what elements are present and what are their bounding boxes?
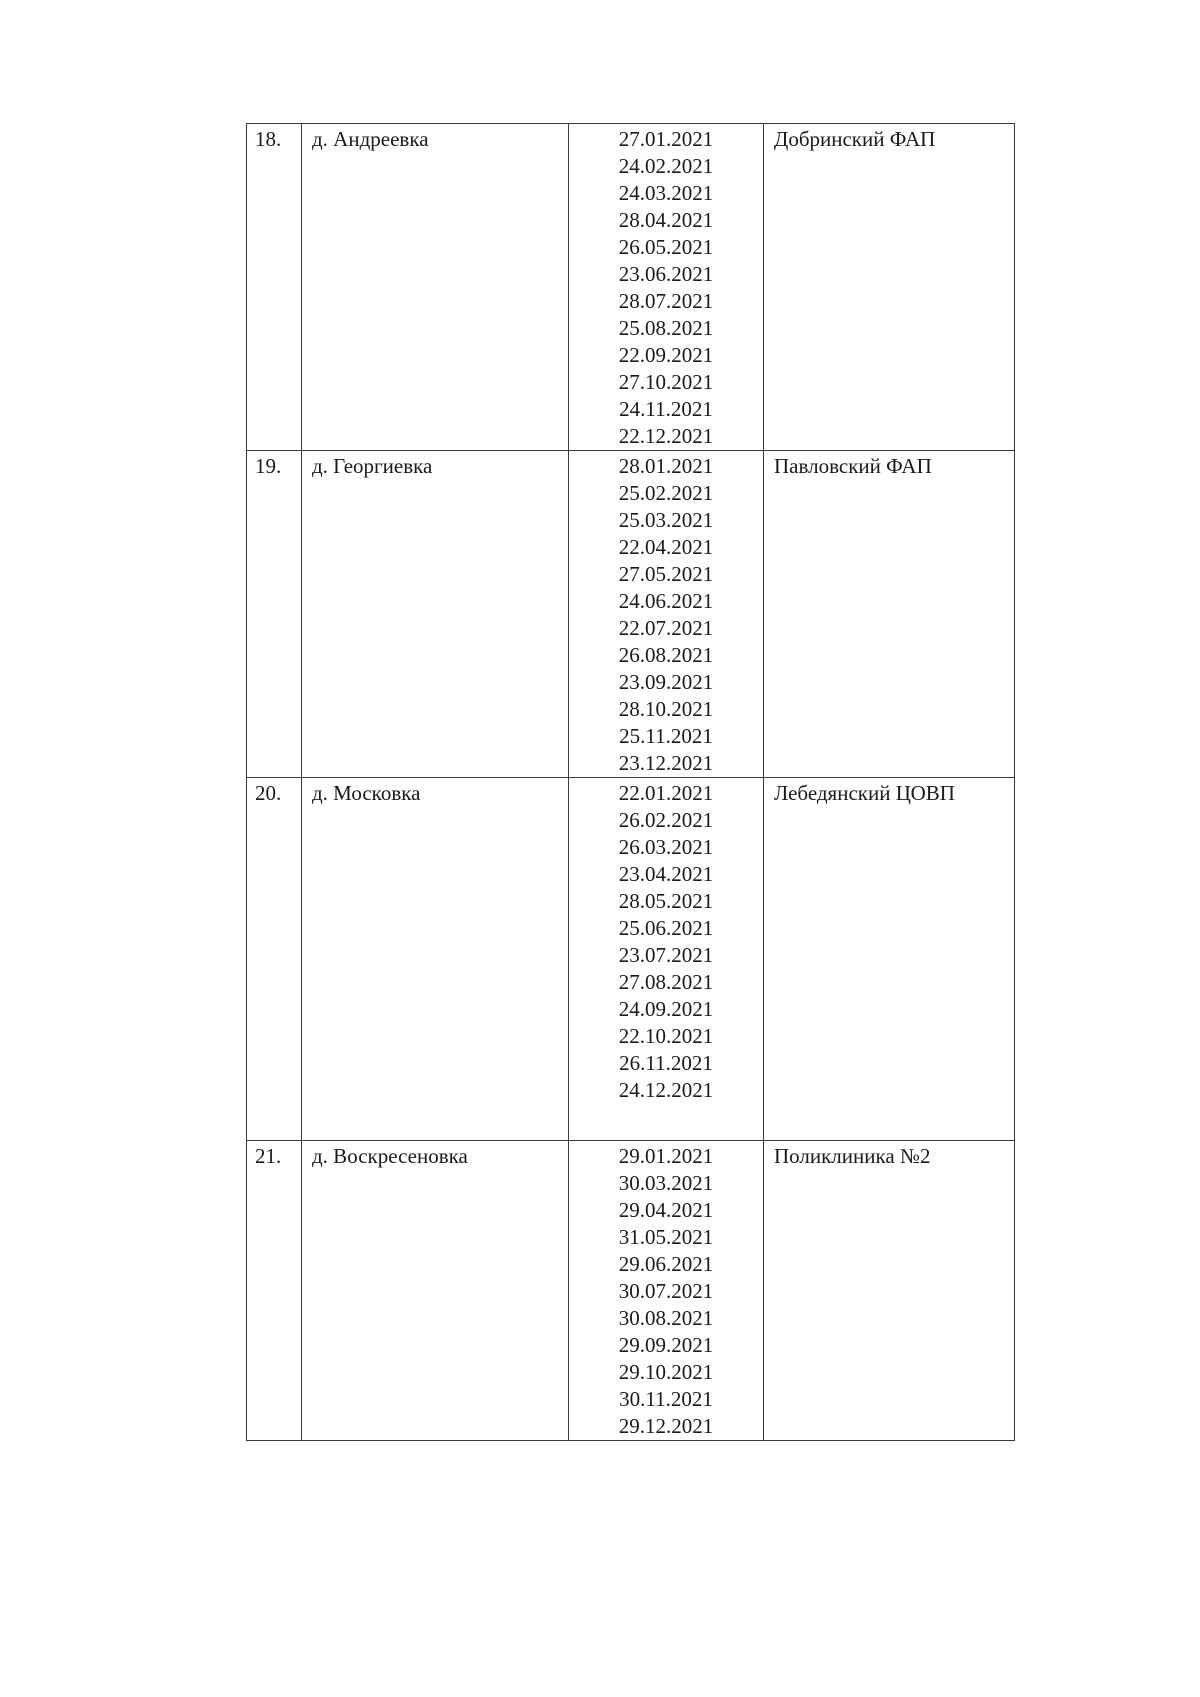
visit-date: 30.11.2021 [619, 1387, 713, 1411]
visit-date: 26.02.2021 [618, 808, 714, 832]
visit-date: 22.04.2021 [618, 535, 714, 559]
visit-date: 23.04.2021 [618, 862, 714, 886]
visit-date: 28.10.2021 [618, 697, 714, 721]
visit-date: 29.06.2021 [618, 1252, 714, 1276]
visit-date: 24.03.2021 [618, 181, 714, 205]
visit-date: 27.10.2021 [618, 370, 714, 394]
medical-institution: Добринский ФАП [764, 124, 1015, 451]
visit-date: 25.02.2021 [618, 481, 714, 505]
visit-date: 22.12.2021 [618, 424, 714, 448]
visit-date: 24.06.2021 [618, 589, 714, 613]
visit-date: 30.03.2021 [618, 1171, 714, 1195]
visit-date: 29.10.2021 [618, 1360, 714, 1384]
row-number: 20. [247, 778, 302, 1141]
visit-date: 22.10.2021 [618, 1024, 714, 1048]
visit-date: 23.07.2021 [618, 943, 714, 967]
visit-date: 23.09.2021 [618, 670, 714, 694]
table-row [247, 124, 1015, 451]
visit-dates [569, 778, 764, 1141]
row-number: 21. [247, 1141, 302, 1441]
visit-date: 26.11.2021 [619, 1051, 713, 1075]
visit-date: 30.08.2021 [618, 1306, 714, 1330]
visit-date: 25.08.2021 [618, 316, 714, 340]
settlement-name: д. Московка [302, 778, 569, 1141]
visit-date: 26.08.2021 [618, 643, 714, 667]
visit-date: 24.09.2021 [618, 997, 714, 1021]
medical-institution: Павловский ФАП [764, 451, 1015, 778]
visit-date: 24.11.2021 [619, 397, 713, 421]
table-row [247, 1141, 1015, 1441]
visit-date: 22.09.2021 [618, 343, 714, 367]
visit-date: 27.05.2021 [618, 562, 714, 586]
visit-date: 30.07.2021 [618, 1279, 714, 1303]
schedule-table [246, 123, 1015, 1441]
table-row [247, 451, 1015, 778]
visit-date: 28.07.2021 [618, 289, 714, 313]
visit-dates [569, 124, 764, 451]
row-number: 19. [247, 451, 302, 778]
table-row [247, 778, 1015, 1141]
visit-date: 27.08.2021 [618, 970, 714, 994]
visit-date: 26.03.2021 [618, 835, 714, 859]
visit-date: 25.06.2021 [618, 916, 714, 940]
visit-date: 25.11.2021 [619, 724, 713, 748]
settlement-name: д. Андреевка [302, 124, 569, 451]
medical-institution: Лебедянский ЦОВП [764, 778, 1015, 1141]
visit-dates [569, 1141, 764, 1441]
visit-date: 28.04.2021 [618, 208, 714, 232]
visit-date: 28.05.2021 [618, 889, 714, 913]
visit-date: 28.01.2021 [618, 454, 714, 478]
visit-dates [569, 451, 764, 778]
settlement-name: д. Георгиевка [302, 451, 569, 778]
visit-date: 22.01.2021 [618, 781, 714, 805]
row-number: 18. [247, 124, 302, 451]
visit-date: 25.03.2021 [618, 508, 714, 532]
visit-date: 26.05.2021 [618, 235, 714, 259]
visit-date: 23.06.2021 [618, 262, 714, 286]
visit-date: 22.07.2021 [618, 616, 714, 640]
visit-date: 29.01.2021 [618, 1144, 714, 1168]
visit-date: 23.12.2021 [618, 751, 714, 775]
visit-date: 29.09.2021 [618, 1333, 714, 1357]
visit-date: 27.01.2021 [618, 127, 714, 151]
visit-date: 24.02.2021 [618, 154, 714, 178]
visit-date: 29.04.2021 [618, 1198, 714, 1222]
visit-date: 24.12.2021 [618, 1078, 714, 1102]
medical-institution: Поликлиника №2 [764, 1141, 1015, 1441]
visit-date: 31.05.2021 [618, 1225, 714, 1249]
settlement-name: д. Воскресеновка [302, 1141, 569, 1441]
visit-date: 29.12.2021 [618, 1414, 714, 1438]
